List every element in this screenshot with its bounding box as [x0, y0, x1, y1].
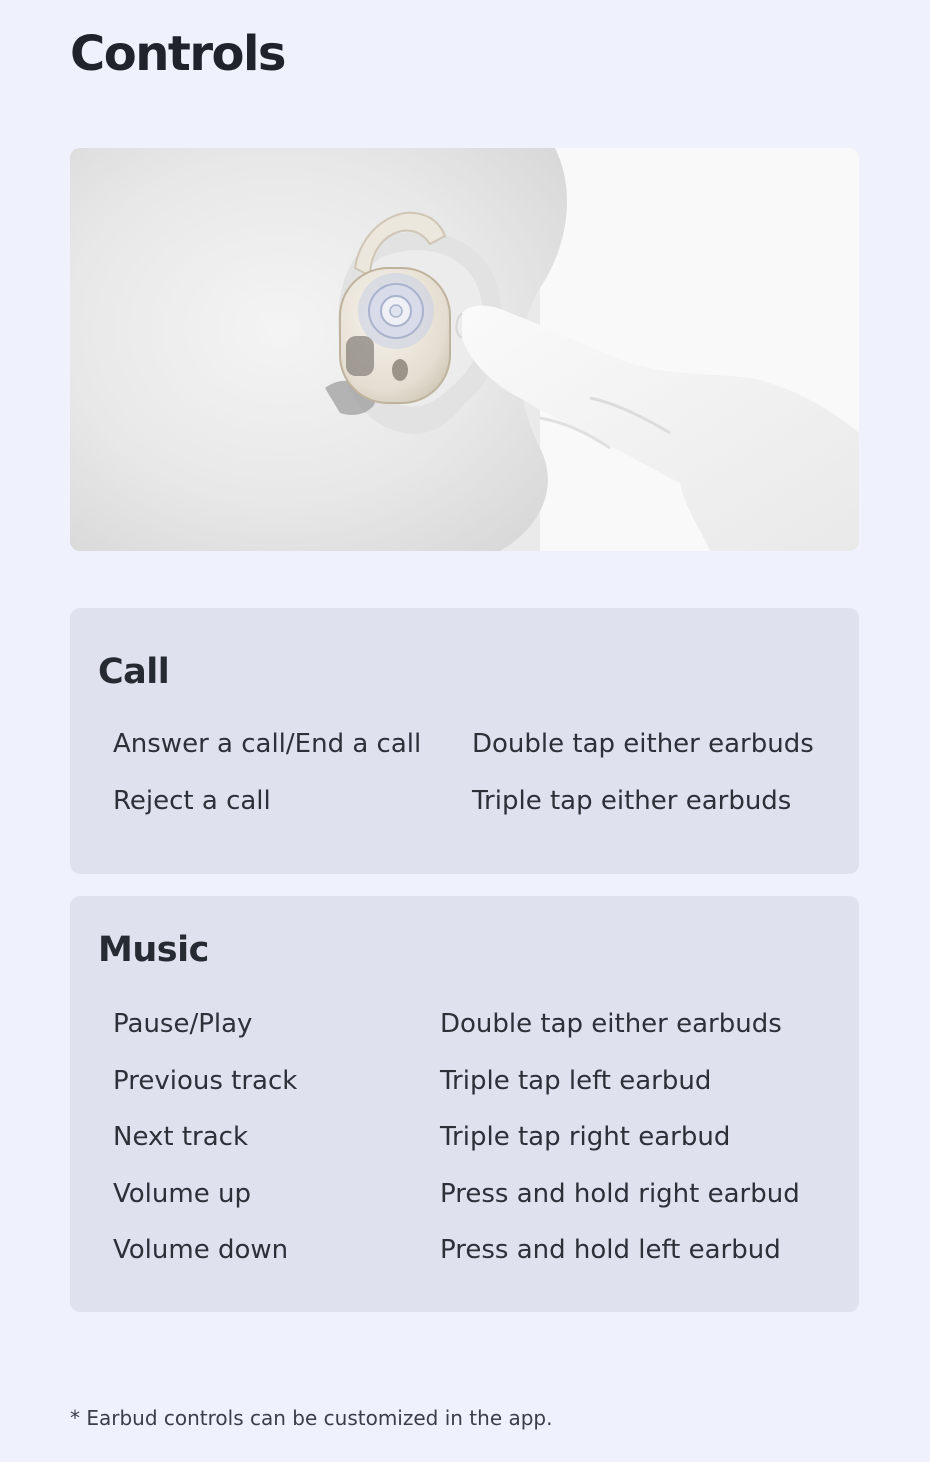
hero-image — [70, 148, 859, 551]
page-title: Controls — [70, 26, 285, 82]
control-row — [70, 1117, 859, 1157]
control-gesture: Triple tap right earbud — [440, 1122, 731, 1152]
call-title: Call — [98, 652, 170, 692]
control-row — [70, 781, 859, 821]
control-gesture: Press and hold right earbud — [440, 1179, 800, 1209]
control-gesture: Press and hold left earbud — [440, 1235, 781, 1265]
call-card — [70, 608, 859, 874]
footnote: * Earbud controls can be customized in the app. — [70, 1406, 553, 1430]
control-action: Volume up — [113, 1179, 251, 1209]
control-row — [70, 1004, 859, 1044]
control-gesture: Double tap either earbuds — [472, 729, 814, 759]
control-action: Volume down — [113, 1235, 289, 1265]
control-gesture: Double tap either earbuds — [440, 1009, 782, 1039]
control-gesture: Triple tap either earbuds — [472, 786, 792, 816]
control-action: Answer a call/End a call — [113, 729, 422, 759]
control-row — [70, 1174, 859, 1214]
control-action: Next track — [113, 1122, 249, 1152]
finger-tapping-earbud-illustration — [70, 148, 859, 551]
control-action: Reject a call — [113, 786, 271, 816]
music-card — [70, 896, 859, 1312]
music-title: Music — [98, 930, 209, 970]
control-row — [70, 724, 859, 764]
control-action: Pause/Play — [113, 1009, 253, 1039]
control-row — [70, 1061, 859, 1101]
control-row — [70, 1230, 859, 1270]
control-gesture: Triple tap left earbud — [440, 1066, 712, 1096]
control-action: Previous track — [113, 1066, 298, 1096]
